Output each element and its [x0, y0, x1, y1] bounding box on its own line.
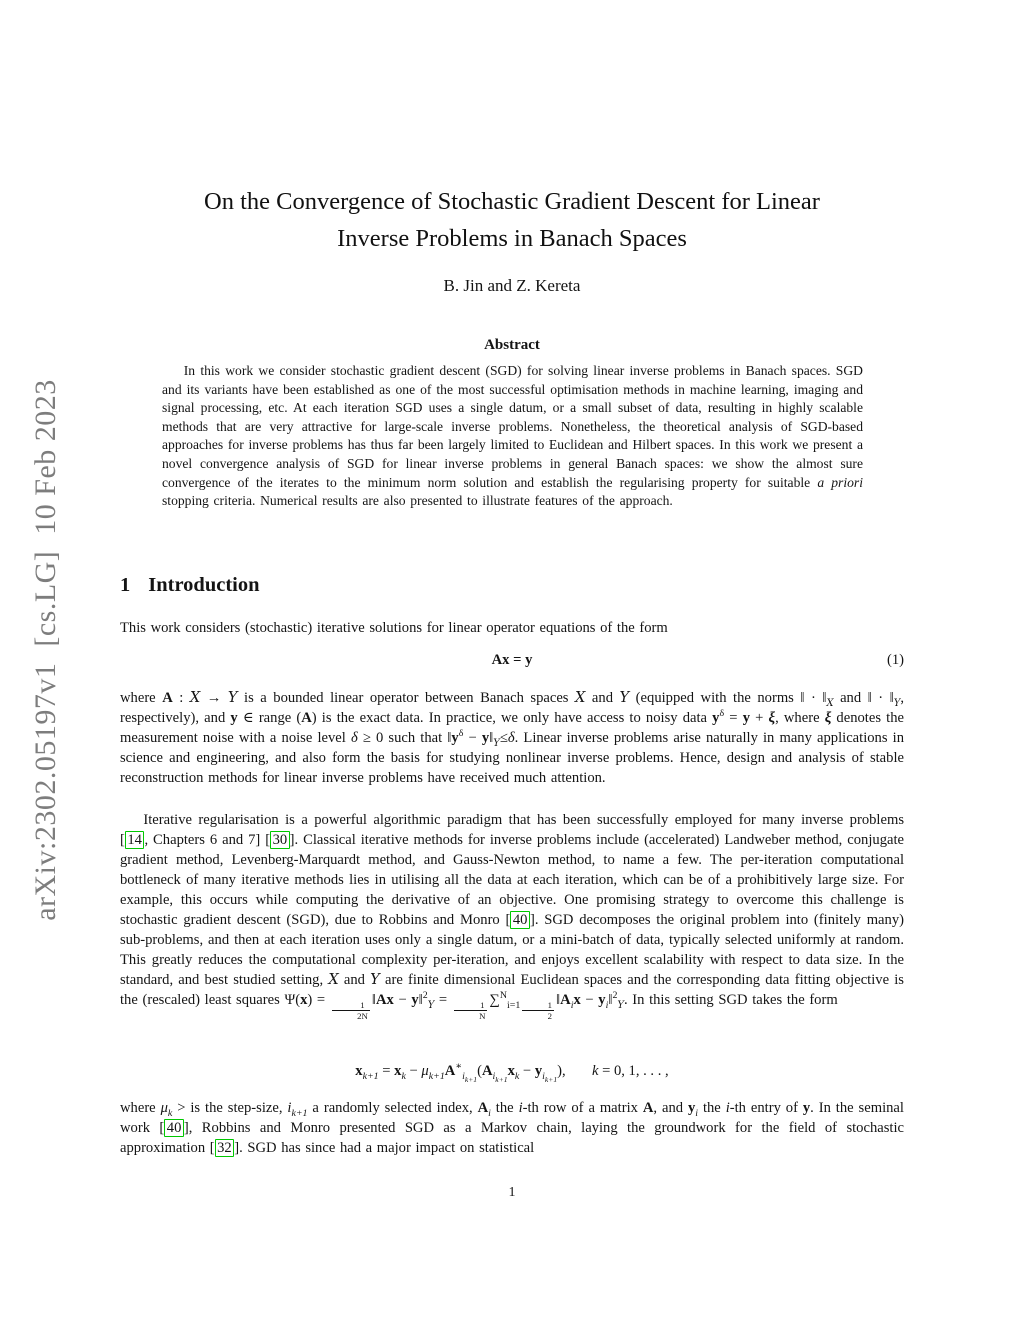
text-run: : — [172, 690, 190, 706]
text-run: ∑ — [489, 992, 500, 1008]
text-run: k+1 — [544, 1074, 558, 1084]
text-run: ξ — [768, 710, 776, 726]
text-run: . In the seminal work [ — [120, 1100, 904, 1136]
citation-link[interactable]: 40 — [510, 911, 530, 929]
text-run: , and — [653, 1100, 688, 1116]
section-heading-introduction — [120, 574, 260, 597]
text-run: ), — [557, 1063, 566, 1079]
equation-1 — [120, 652, 904, 669]
text-run: = — [434, 992, 452, 1008]
text-run: y — [481, 730, 490, 746]
text-run: δ — [350, 730, 358, 746]
equation-1-body — [492, 652, 533, 669]
text-run: ‖ — [489, 730, 494, 746]
text-run: x — [355, 1063, 363, 1079]
text-run: 2 — [422, 990, 428, 1002]
text-run: is a bounded linear operator between Banach spaces — [237, 690, 575, 706]
text-run: = — [724, 710, 743, 726]
citation-link[interactable]: 30 — [270, 831, 290, 849]
text-run: ≤ — [499, 730, 508, 746]
text-run: X — [189, 689, 201, 706]
text-run: the — [698, 1100, 726, 1116]
text-run: k — [591, 1063, 599, 1079]
intro-paragraph-4 — [120, 1098, 904, 1158]
fraction-numerator: 1 — [522, 1000, 554, 1011]
text-run: δ — [458, 728, 464, 740]
text-run: and — [338, 972, 371, 988]
text-run: k+1 — [362, 1070, 379, 1082]
text-run: x — [394, 1063, 402, 1079]
text-run: − — [393, 992, 412, 1008]
text-run: y — [687, 1100, 696, 1116]
text-run: μ — [160, 1100, 168, 1116]
citation-link[interactable]: 32 — [215, 1139, 235, 1157]
fraction-denominator: 2 — [547, 1011, 553, 1022]
text-run: , where — [775, 710, 825, 726]
text-run: ∗ — [455, 1061, 463, 1073]
text-run: − — [519, 1063, 535, 1079]
text-run: ) = — [307, 992, 330, 1008]
fraction-denominator: 2N — [357, 1011, 368, 1022]
text-run: . Linear inverse problems arise naturally in many applications in science and engineering, and also form the basis for studying nonlinear inverse problems. Hence, design and analysis of stable reconstruction methods for linear inverse problems have received much attention. — [120, 730, 905, 786]
text-run: Iterative regularisation is a powerful algorithmic paradigm that has been successfully employed for many inverse problems [ — [120, 812, 904, 848]
text-run: denotes the measurement noise with a noise level — [120, 710, 904, 746]
abstract-text — [162, 362, 863, 511]
text-run: i=1 — [507, 999, 521, 1011]
text-run: x — [300, 992, 308, 1008]
text-run: i — [518, 1100, 523, 1116]
text-run: → — [200, 690, 228, 706]
section-number: 1 — [120, 574, 131, 596]
text-run: ‖ — [371, 992, 376, 1008]
text-run: k+1 — [291, 1107, 308, 1119]
text-run: k — [167, 1107, 173, 1119]
text-run: − — [463, 730, 482, 746]
equation-sgd-body — [355, 1061, 669, 1084]
intro-paragraph-1 — [120, 618, 904, 638]
text-run: ( — [477, 1063, 482, 1079]
fraction-denominator: N — [479, 1011, 486, 1022]
text-run: where — [120, 690, 163, 706]
text-run: k — [514, 1070, 520, 1082]
text-run: A — [642, 1100, 654, 1116]
text-run: i — [605, 999, 609, 1011]
text-run: i — [725, 1100, 730, 1116]
text-run: ≥ 0 such that ‖ — [357, 730, 452, 746]
text-run: Y — [617, 999, 624, 1011]
text-run: − — [580, 992, 599, 1008]
text-run: X — [575, 689, 586, 706]
text-run: = 0, 1, . . . , — [598, 1063, 669, 1079]
text-run: ]. Classical iterative methods for inverse problems include (accelerated) Landweber method, conjugate gradient method, Levenberg-Marquardt method, and Gauss-Newton method, to name a few. The per-iteration computational bottleneck of many iterative methods lies in utilising all the data at each iteration, which can be of a prohibitively large size. For example, this occurs while computing the derivative of an objective. One promising strategy to overcome this challenge is stochastic gradient descent (SGD), due to Robbins and Monro [ — [120, 832, 904, 928]
text-run: y — [712, 710, 720, 726]
text-run: X — [328, 971, 339, 988]
abstract-heading: Abstract — [484, 337, 540, 353]
intro-paragraph-2 — [120, 688, 904, 788]
text-run: Y — [370, 971, 380, 988]
text-run: Ax — [375, 992, 394, 1008]
text-run: = — [378, 1063, 395, 1079]
text-run: , respectively), and — [120, 690, 904, 726]
equation-1-label: (1) — [886, 652, 904, 668]
text-run: k — [401, 1070, 406, 1082]
text-run: ‖ — [608, 992, 613, 1008]
text-run: + — [749, 710, 769, 726]
text-run: i — [570, 999, 574, 1011]
text-run — [522, 1000, 554, 1021]
text-run: A — [481, 1063, 493, 1079]
text-run: A — [560, 992, 571, 1008]
text-run: k+1 — [464, 1074, 478, 1084]
intro-paragraph-3 — [120, 810, 904, 1021]
text-run: -th entry of — [729, 1100, 803, 1116]
text-run: μ — [421, 1063, 429, 1079]
section-title: Introduction — [148, 574, 260, 596]
text-run: y — [802, 1100, 811, 1116]
text-run: > is the step-size, — [172, 1100, 288, 1116]
text-run: -th row of a matrix — [522, 1100, 643, 1116]
equation-sgd — [120, 1061, 904, 1084]
text-run: where — [120, 1100, 161, 1116]
text-run: stopping criteria. Numerical results are also presented to illustrate features of the approach. — [162, 493, 673, 509]
fraction-numerator: 1 — [454, 1000, 488, 1011]
title-line-1: On the Convergence of Stochastic Gradient Descent for Linear — [204, 188, 820, 215]
text-run: Y — [493, 737, 500, 749]
text-run: − — [405, 1063, 422, 1079]
authors: B. Jin and Z. Kereta — [443, 276, 581, 295]
text-run: ) is the exact data. In practice, we only have access to noisy data — [311, 710, 713, 726]
text-run: a priori — [817, 474, 863, 490]
text-run: a randomly selected index, — [307, 1100, 478, 1116]
text-run — [454, 1000, 488, 1021]
text-run: Y — [619, 689, 630, 706]
text-run: and ‖ · ‖ — [833, 690, 894, 706]
text-run: A — [301, 710, 312, 726]
text-run: δ — [507, 730, 515, 746]
text-run: y — [534, 1063, 543, 1079]
text-run: A — [444, 1063, 456, 1079]
paper-title — [0, 183, 1024, 257]
text-run — [332, 1000, 370, 1021]
text-run: k+1 — [428, 1070, 445, 1082]
text-run: . In this setting SGD takes the form — [623, 992, 838, 1008]
text-run: , Chapters 6 and 7] [ — [144, 832, 271, 848]
text-run: k+1 — [495, 1074, 508, 1084]
arxiv-watermark: arXiv:2302.05197v1 [cs.LG] 10 Feb 2023 — [29, 379, 62, 921]
text-run: X — [826, 697, 834, 709]
text-run: A — [162, 690, 173, 706]
text-run: i — [462, 1070, 465, 1082]
text-run: are finite dimensional Euclidean spaces and the corresponding data fitting objective is the (rescaled) least squares Ψ( — [120, 972, 904, 1008]
text-run: ‖ — [556, 992, 561, 1008]
text-run: Y — [427, 999, 435, 1011]
text-run: i — [287, 1100, 292, 1116]
fraction-numerator: 1 — [332, 1000, 370, 1011]
text-run: Y — [227, 689, 238, 706]
text-run: ‖ — [418, 992, 423, 1008]
text-run: i — [542, 1070, 545, 1082]
text-run: ξ — [824, 710, 832, 726]
text-run: 2 — [612, 990, 618, 1002]
text-run: y — [411, 992, 419, 1008]
text-run: i — [695, 1107, 699, 1119]
text-run: ], Robbins and Monro presented SGD as a Markov chain, laying the groundwork for the field of stochastic approximation [ — [120, 1120, 904, 1156]
citation-link[interactable]: 40 — [164, 1119, 184, 1137]
text-run: This work considers (stochastic) iterative solutions for linear operator equations of the form — [120, 620, 668, 636]
text-run: y — [742, 710, 750, 726]
text-run: the — [490, 1100, 519, 1116]
text-run: i — [488, 1107, 491, 1119]
text-run: ]. SGD decomposes the original problem into (finitely many) sub-problems, and then at each iteration uses only a single datum, or a mini-batch of data, typically selected uniformly at random. This greatly reduces the computational complexity per-iteration, and enjoys excellent scalability with respect to data size. In the standard, and best studied setting, — [120, 912, 904, 988]
text-run: Y — [893, 697, 901, 709]
text-run: ]. SGD has since had a major impact on statistical — [234, 1140, 535, 1156]
text-run: (equipped with the norms ‖ · ‖ — [629, 690, 827, 706]
page-number: 1 — [508, 1185, 516, 1200]
text-run: A — [477, 1100, 489, 1116]
text-run: y — [230, 710, 238, 726]
citation-link[interactable]: 14 — [125, 831, 145, 849]
text-run: ∈ range ( — [237, 710, 302, 726]
text-run: x — [573, 992, 581, 1008]
text-run: y — [451, 730, 459, 746]
text-run: N — [499, 990, 508, 1002]
text-run: and — [585, 690, 620, 706]
title-line-2: Inverse Problems in Banach Spaces — [337, 225, 687, 252]
text-run: δ — [719, 708, 725, 720]
text-run: Ax = y — [491, 652, 533, 668]
text-run: y — [598, 992, 606, 1008]
text-run: x — [507, 1063, 515, 1079]
text-run: In this work we consider stochastic gradient descent (SGD) for solving linear inverse problems in Banach spaces. SGD and its variants have been established as one of the most successful optimisation methods in machine learning, imaging and signal processing, etc. At each iteration SGD uses a single datum, or a small subset of data, resulting in highly scalable methods that are very attractive for large-scale inverse problems. Nonetheless, the theoretical analysis of SGD-based approaches for inverse problems has thus far been largely limited to Euclidean and Hilbert spaces. In this work we present a novel convergence analysis of SGD for linear inverse problems in general Banach spaces: we show the almost sure convergence of the iterates to the minimum norm solution and establish the regularising property for suitable — [162, 363, 863, 490]
text-run: i — [492, 1070, 496, 1082]
